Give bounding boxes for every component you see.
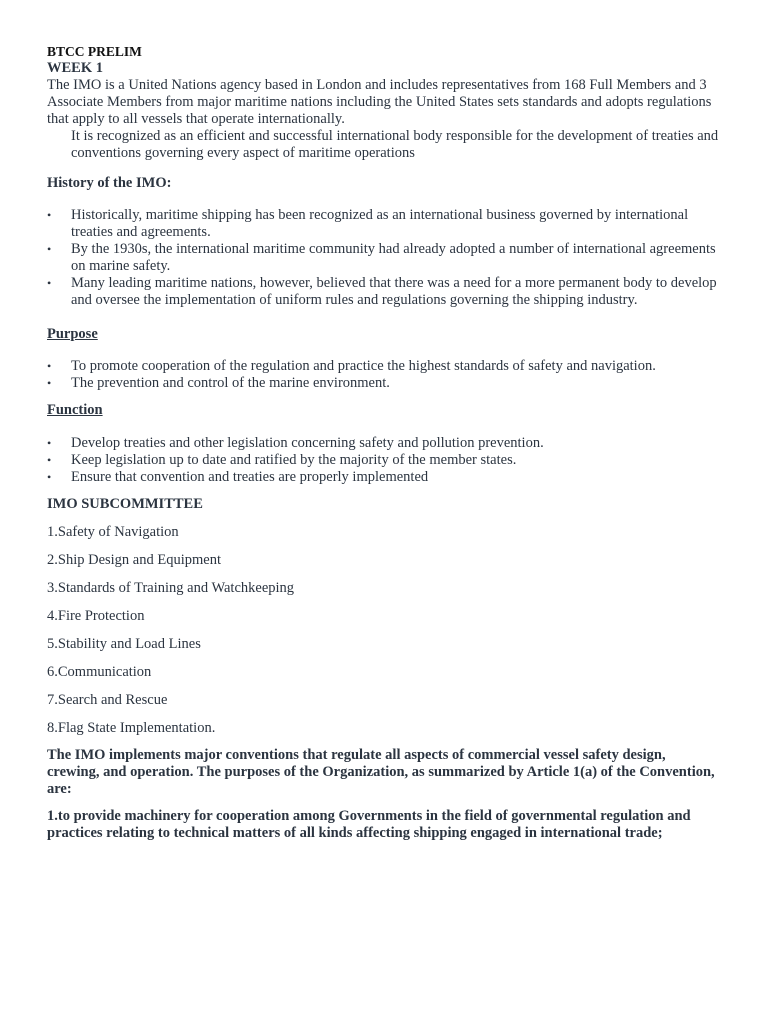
list-item: • The prevention and control of the marine environment. [47,375,390,391]
purpose-heading: Purpose [47,326,98,342]
list-item: 8.Flag State Implementation. [47,720,216,736]
bullet-icon: • [47,376,52,390]
subcommittee-heading: IMO SUBCOMMITTEE [47,496,203,512]
conventions-paragraph: The IMO implements major conventions that regulate all aspects of commercial vessel safety design, crewing, and operation. The purposes of the Organization, as summarized by Article 1(a) of the Convention, are: [47,747,715,797]
bullet-icon: • [47,359,52,373]
bullet-icon: • [47,453,52,467]
function-heading: Function [47,402,103,418]
subcommittee-list [47,524,721,737]
intro-indented-paragraph: It is recognized as an efficient and successful international body responsible for the development of treaties and conventions governing every aspect of maritime operations [71,128,719,161]
bullet-icon: • [47,276,52,290]
purpose-1-paragraph: 1.to provide machinery for cooperation among Governments in the field of governmental regulation and practices relating to technical matters of all kinds affecting shipping engaged in international trade; [47,808,691,841]
list-item: 2.Ship Design and Equipment [47,552,221,568]
list-item: 5.Stability and Load Lines [47,636,201,652]
week-heading: WEEK 1 [47,60,103,76]
list-item: • Keep legislation up to date and ratified by the majority of the member states. [47,452,517,468]
list-item: • Many leading maritime nations, however, believed that there was a need for a more permanent body to develop and oversee the implementation of uniform rules and regulations governing the shipping industry. [47,275,717,308]
document-title: BTCC PRELIM [47,44,142,59]
list-item: • To promote cooperation of the regulation and practice the highest standards of safety and navigation. [47,358,656,374]
list-item: • By the 1930s, the international maritime community had already adopted a number of international agreements on marine safety. [47,241,716,274]
bullet-icon: • [47,242,52,256]
list-item: 4.Fire Protection [47,608,145,624]
list-item: • Develop treaties and other legislation concerning safety and pollution prevention. [47,435,544,451]
bullet-icon: • [47,470,52,484]
list-item: 7.Search and Rescue [47,692,168,708]
list-item: 3.Standards of Training and Watchkeeping [47,580,295,596]
list-item: • Ensure that convention and treaties are properly implemented [47,469,429,485]
list-item: 6.Communication [47,664,152,680]
function-list [47,435,721,486]
history-heading: History of the IMO: [47,175,172,191]
bullet-icon: • [47,208,52,222]
intro-paragraph: The IMO is a United Nations agency based in London and includes representatives from 168 Full Members and 3 Associate Members from major maritime nations including the United States sets standards and adopts regulations that apply to all vessels that operate internationally. [47,77,712,127]
history-list [47,207,721,309]
list-item: • Historically, maritime shipping has been recognized as an international business governed by international treaties and agreements. [47,207,689,240]
bullet-icon: • [47,436,52,450]
list-item: 1.Safety of Navigation [47,524,179,540]
purpose-list [47,358,721,392]
